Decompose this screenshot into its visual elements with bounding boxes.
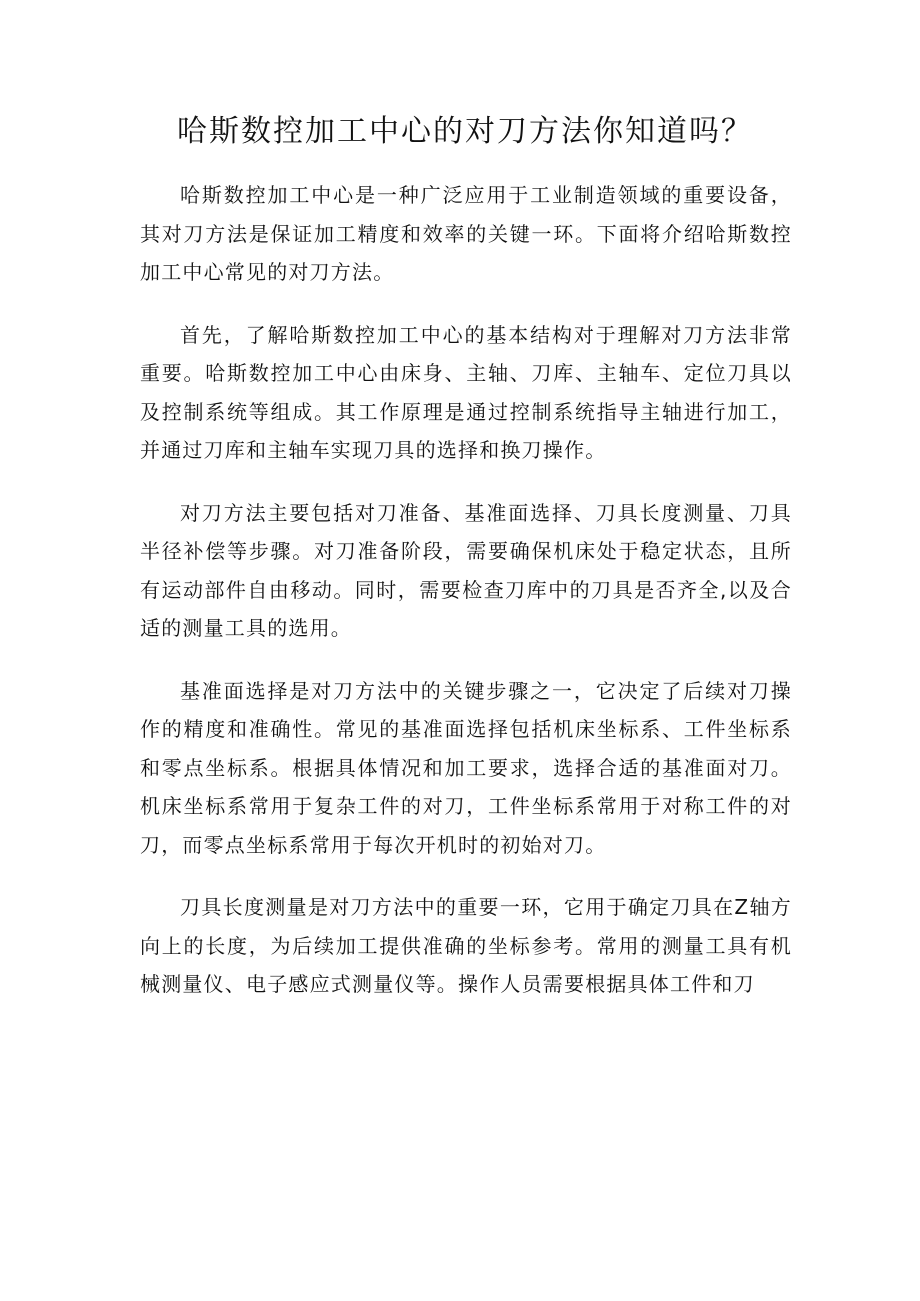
paragraph-tool-length: 刀具长度测量是对刀方法中的重要一环，它用于确定刀具在Z轴方向上的长度，为后续加工提供准确的坐标参考。常用的测量工具有机械测量仪、电子感应式测量仪等。操作人员需要根据具体工件和刀	[140, 895, 792, 996]
document-body	[140, 176, 792, 1028]
paragraph-steps: 对刀方法主要包括对刀准备、基准面选择、刀具长度测量、刀具半径补偿等步骤。对刀准备阶段，需要确保机床处于稳定状态，且所有运动部件自由移动。同时，需要检查刀库中的刀具是否齐全,以及合适的测量工具的选用。	[140, 500, 792, 640]
paragraph-structure: 首先，了解哈斯数控加工中心的基本结构对于理解对刀方法非常重要。哈斯数控加工中心由床身、主轴、刀库、主轴车、定位刀具以及控制系统等组成。其工作原理是通过控制系统指导主轴进行加工，并通过刀库和主轴车实现刀具的选择和换刀操作。	[140, 322, 792, 462]
document-title: 哈斯数控加工中心的对刀方法你知道吗？	[177, 114, 753, 149]
paragraph-intro: 哈斯数控加工中心是一种广泛应用于工业制造领域的重要设备，其对刀方法是保证加工精度和效率的关键一环。下面将介绍哈斯数控加工中心常见的对刀方法。	[140, 183, 792, 284]
paragraph-reference-plane: 基准面选择是对刀方法中的关键步骤之一，它决定了后续对刀操作的精度和准确性。常见的基准面选择包括机床坐标系、工件坐标系和零点坐标系。根据具体情况和加工要求，选择合适的基准面对刀。机床坐标系常用于复杂工件的对刀，工件坐标系常用于对称工件的对刀，而零点坐标系常用于每次开机时的初始对刀。	[140, 678, 792, 857]
